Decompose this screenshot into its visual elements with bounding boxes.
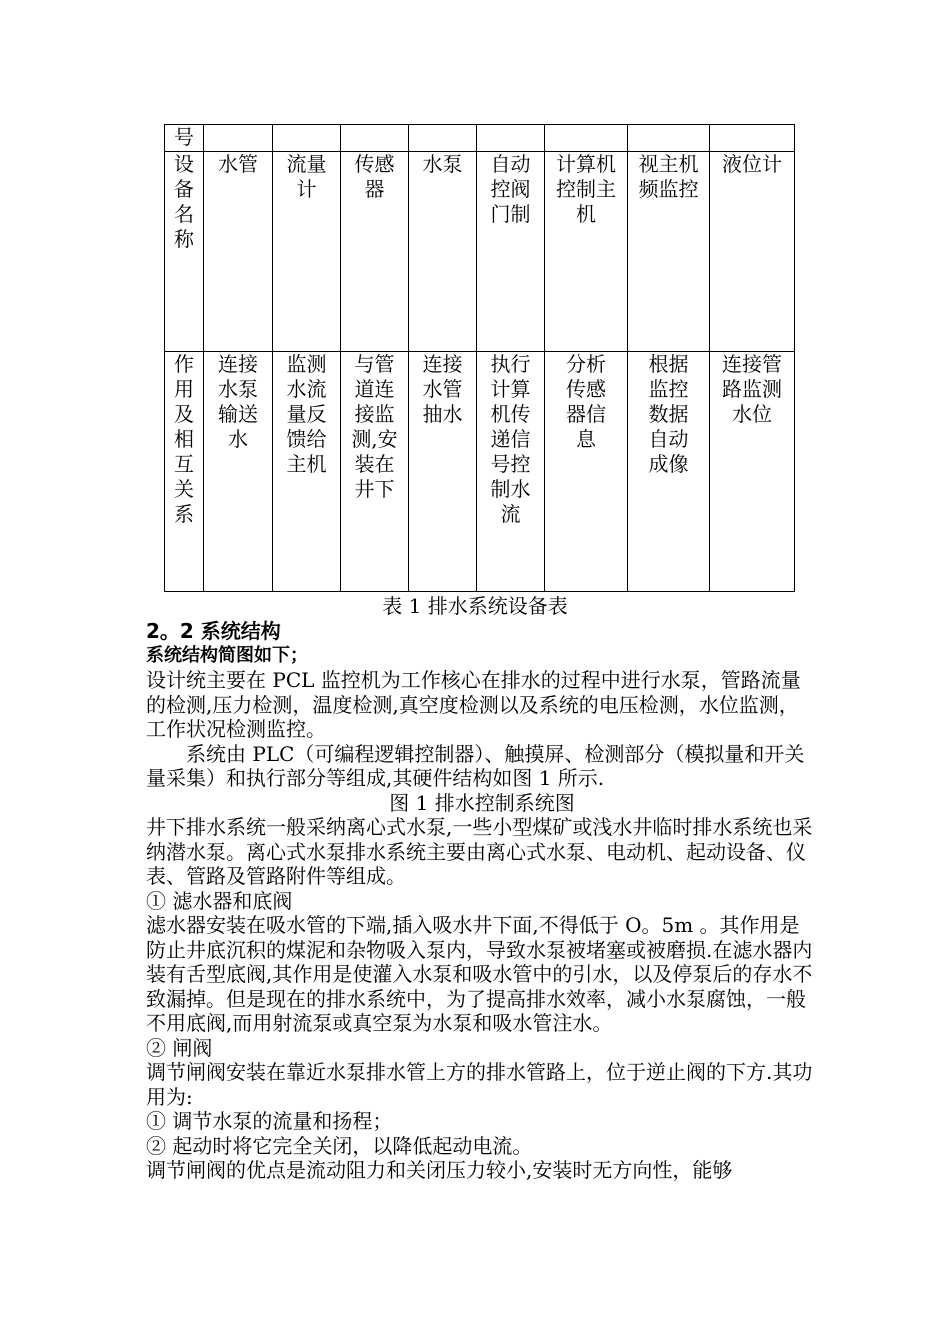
table-caption: 表 1 排水系统设备表 [382, 594, 568, 618]
table-cell [273, 352, 341, 592]
table-cell [628, 152, 710, 352]
table-cell-header-label: 号 [165, 125, 204, 152]
device-name: 流量计 [286, 152, 327, 201]
table-cell [273, 125, 341, 152]
paragraph: 系统由 PLC（可编程逻辑控制器）、触摸屏、检测部分（模拟量和开关量采集）和执行部分等组成,其硬件结构如图 1 所示. [146, 741, 805, 790]
function-text: 连接管路监测水位 [722, 352, 782, 426]
list-item-title: ① 滤水器和底阀 [146, 888, 293, 913]
table-cell [545, 152, 628, 352]
table-cell [545, 125, 628, 152]
list-item: ① 调节水泵的流量和扬程； [146, 1109, 393, 1133]
table-cell [477, 125, 545, 152]
table-cell [710, 352, 795, 592]
table-row-device [165, 152, 795, 352]
function-text: 监测水流量反馈给主机 [286, 352, 327, 476]
table-cell [710, 152, 795, 352]
section-heading: 2。2 系统结构 [146, 619, 281, 643]
function-text: 执行计算机传递信号控制水流 [490, 352, 531, 526]
table-cell [628, 125, 710, 152]
list-item: ② 起动时将它完全关闭，以降低起动电流。 [146, 1133, 533, 1158]
table-row-label: 设备名称 [165, 152, 204, 352]
device-name: 水管 [218, 152, 258, 176]
table-row-label: 作用及相互关系 [165, 352, 204, 592]
figure-caption: 图 1 排水控制系统图 [389, 790, 575, 815]
paragraph: 滤水器安装在吸水管的下端,插入吸水井下面,不得低于 O。5m 。其作用是防止井底沉积的煤泥和杂物吸入泵内，导致水泵被堵塞或被磨损.在滤水器内装有舌型底阀,其作用是使灌入水泵和吸水管中的引水，以及停泵后的存水不致漏掉。但是现在的排水系统中，为了提高排水效率，减小水泵腐蚀，一般不用底阀,而用射流泵或真空泵为水泵和吸水管注水。 [146, 913, 813, 1035]
table-cell [409, 152, 477, 352]
paragraph: 井下排水系统一般采纳离心式水泵,一些小型煤矿或浅水井临时排水系统也采纳潜水泵。离心式水泵排水系统主要由离心式水泵、电动机、起动设备、仪表、管路及管路附件等组成。 [146, 815, 813, 888]
paragraph: 调节闸阀安装在靠近水泵排水管上方的排水管路上，位于逆止阀的下方.其功用为: [146, 1060, 813, 1109]
table-cell [273, 152, 341, 352]
function-text: 与管道连接监测,安装在井下 [351, 352, 398, 501]
function-text: 分析传感器信息 [566, 352, 606, 451]
device-name: 自动控阀门制 [490, 152, 531, 226]
table-cell [204, 152, 273, 352]
device-name: 计算机控制主机 [556, 152, 616, 226]
list-item-title: ② 闸阀 [146, 1035, 213, 1060]
function-text: 连接水管抽水 [422, 352, 463, 426]
table-cell [204, 352, 273, 592]
table-cell [477, 152, 545, 352]
table-cell [477, 352, 545, 592]
table-cell [409, 352, 477, 592]
device-name: 视主机频监控 [638, 152, 699, 201]
table-cell [341, 152, 409, 352]
table-cell [341, 125, 409, 152]
paragraph: 设计统主要在 PCL 监控机为工作核心在排水的过程中进行水泵，管路流量的检测,压力检测，温度检测,真空度检测以及系统的电压检测，水位监测，工作状况检测监控。 [146, 668, 801, 741]
device-name: 水泵 [422, 152, 463, 176]
function-text: 根据监控数据自动成像 [648, 352, 689, 476]
table-row-function [165, 352, 795, 592]
paragraph: 调节闸阀的优点是流动阻力和关闭压力较小,安装时无方向性，能够 [146, 1158, 733, 1182]
table-row-header [165, 125, 795, 152]
table-cell [204, 125, 273, 152]
table-cell [545, 352, 628, 592]
function-text: 连接水泵输送水 [218, 352, 258, 451]
equipment-table [164, 124, 795, 592]
table-cell [409, 125, 477, 152]
table-cell [628, 352, 710, 592]
table-cell [341, 352, 409, 592]
device-name: 液位计 [722, 152, 782, 176]
device-name: 传感器 [354, 152, 395, 201]
body-text [146, 618, 818, 1183]
section-subheading: 系统结构简图如下； [146, 645, 308, 666]
table-cell [710, 125, 795, 152]
